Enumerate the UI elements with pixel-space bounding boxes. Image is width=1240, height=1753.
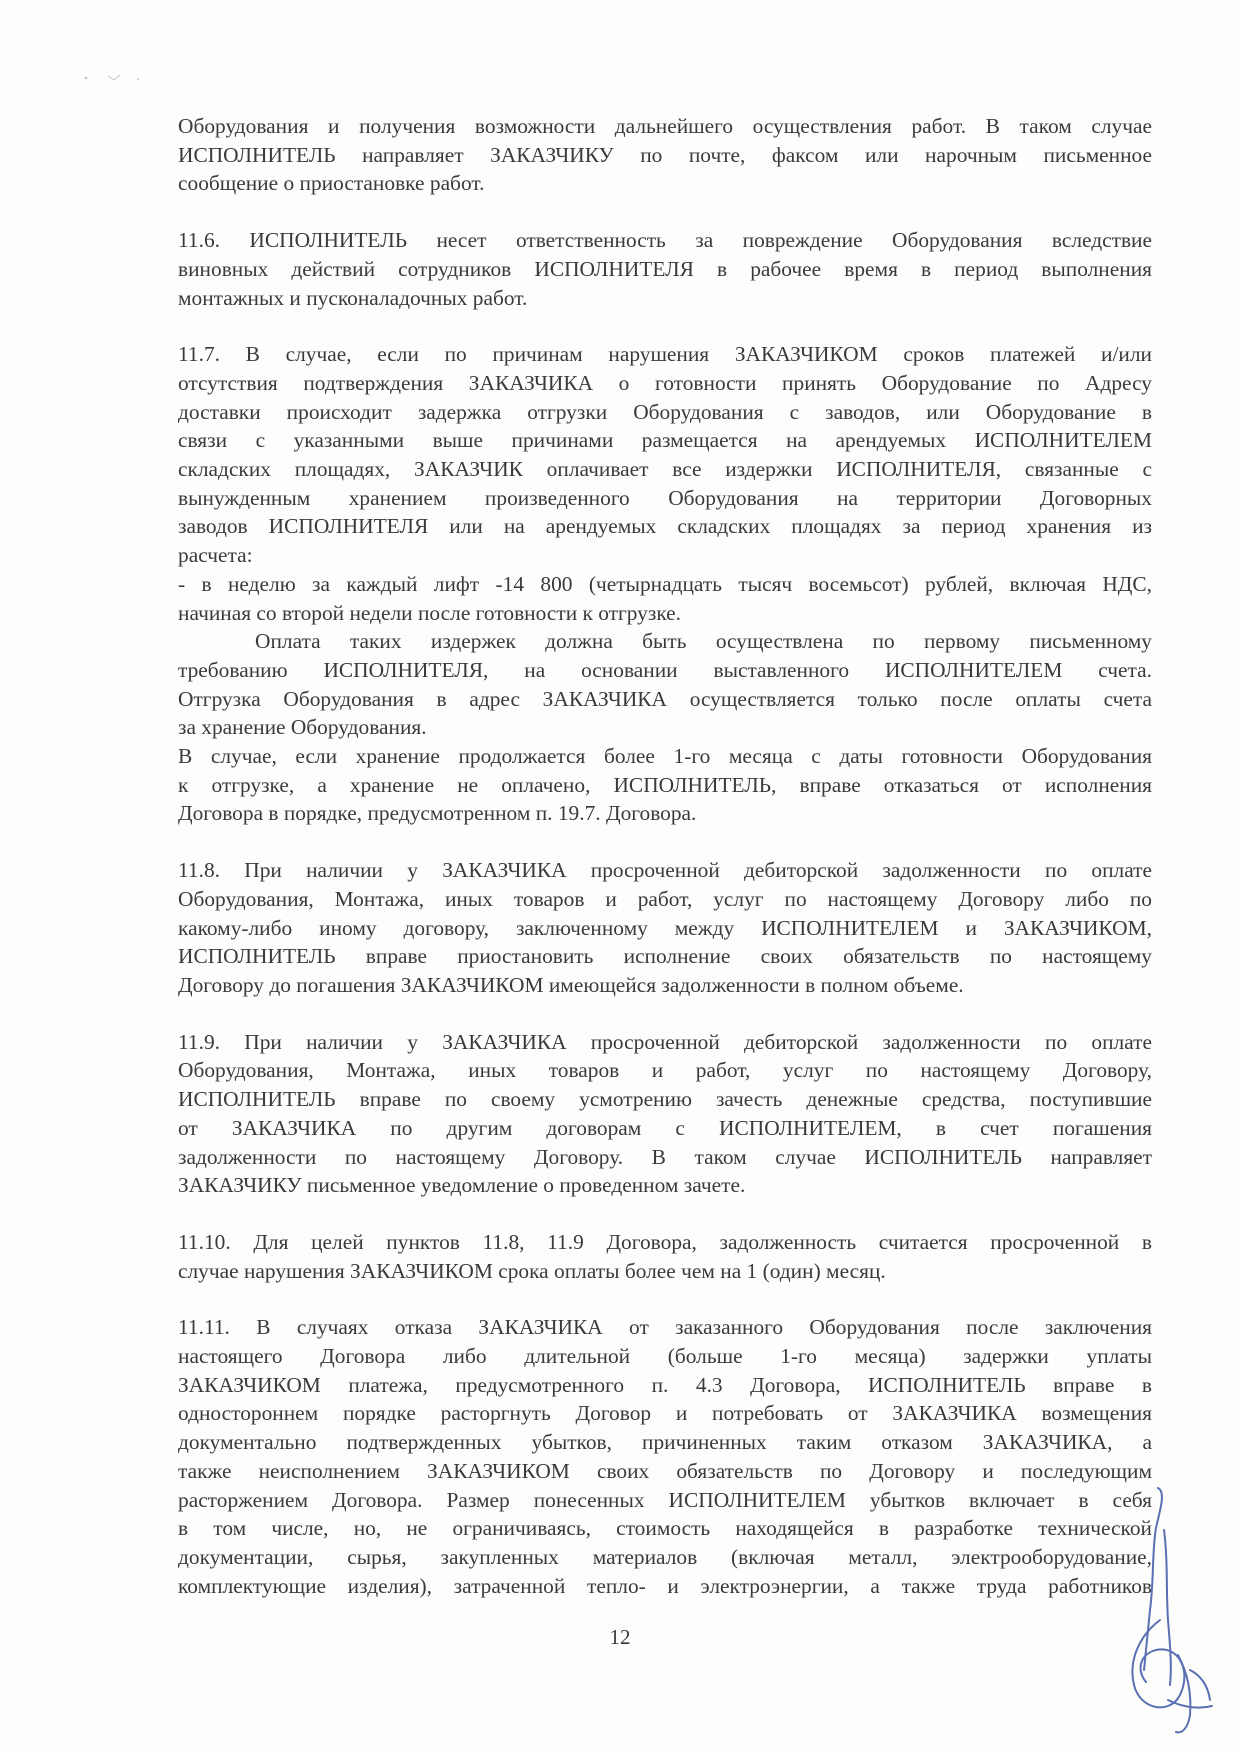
storage-rate-line: - в неделю за каждый лифт -14 800 (четырнадцать тысяч восемьсот) рублей, включая НДС, (178, 571, 1152, 596)
text-line: ЗАКАЗЧИКУ письменное уведомление о проведенном зачете. (178, 1173, 746, 1198)
text-line: к отгрузке, а хранение не оплачено, ИСПОЛНИТЕЛЬ, вправе отказаться от исполнения (178, 772, 1152, 797)
text-line: требованию ИСПОЛНИТЕЛЯ, на основании выставленного ИСПОЛНИТЕЛЕМ счета. (178, 657, 1152, 682)
text-line: Оплата таких издержек должна быть осуществлена по первому письменному (255, 629, 1152, 654)
text-line: расчета: (178, 543, 253, 568)
paragraph-11-9 (178, 1028, 1152, 1200)
text-line: отсутствия подтверждения ЗАКАЗЧИКА о готовности принять Оборудование по Адресу (178, 370, 1152, 395)
paragraph-11-11 (178, 1313, 1152, 1600)
text-line: монтажных и пусконаладочных работ. (178, 285, 528, 310)
scan-artifact-mark (80, 72, 170, 84)
text-line: задолженности по настоящему Договору. В таком случае ИСПОЛНИТЕЛЬ направляет (178, 1144, 1152, 1169)
text-line: в том числе, но, не ограничиваясь, стоимость находящейся в разработке технической (178, 1516, 1152, 1541)
text-line: документально подтвержденных убытков, причиненных таким отказом ЗАКАЗЧИКА, а (178, 1430, 1152, 1455)
text-line: 11.6. ИСПОЛНИТЕЛЬ несет ответственность за повреждение Оборудования вследствие (178, 228, 1152, 253)
text-line: 11.7. В случае, если по причинам нарушения ЗАКАЗЧИКОМ сроков платежей и/или (178, 342, 1152, 367)
text-line: сообщение о приостановке работ. (178, 171, 485, 196)
text-line: складских площадях, ЗАКАЗЧИК оплачивает все издержки ИСПОЛНИТЕЛЯ, связанные с (178, 457, 1152, 482)
paragraph-11-5-continuation (178, 112, 1152, 198)
text-line: доставки происходит задержка отгрузки Оборудования с заводов, или Оборудование в (178, 399, 1152, 424)
text-line: Оборудования, Монтажа, иных товаров и работ, услуг по настоящему Договору либо по (178, 886, 1152, 911)
text-line: за хранение Оборудования. (178, 715, 427, 740)
page-number: 12 (609, 1625, 631, 1649)
text-line: Оборудования, Монтажа, иных товаров и работ, услуг по настоящему Договору, (178, 1058, 1152, 1083)
text-line: Оборудования и получения возможности дальнейшего осуществления работ. В таком случае (178, 114, 1152, 138)
text-line: также неисполнением ЗАКАЗЧИКОМ своих обязательств по Договору и последующим (178, 1458, 1152, 1483)
paragraph-11-10 (178, 1228, 1152, 1285)
text-line: от ЗАКАЗЧИКА по другим договорам с ИСПОЛНИТЕЛЕМ, в счет погашения (178, 1115, 1152, 1140)
text-line: В случае, если хранение продолжается более 1-го месяца с даты готовности Оборудования (178, 744, 1152, 769)
paragraph-11-8 (178, 856, 1152, 1000)
paragraph-11-7 (178, 340, 1152, 828)
text-line: 11.11. В случаях отказа ЗАКАЗЧИКА от заказанного Оборудования после заключения (178, 1315, 1152, 1340)
text-line: Договора в порядке, предусмотренном п. 19.7. Договора. (178, 801, 697, 826)
text-line: 11.9. При наличии у ЗАКАЗЧИКА просроченной дебиторской задолженности по оплате (178, 1029, 1152, 1054)
text-line: виновных действий сотрудников ИСПОЛНИТЕЛЯ в рабочее время в период выполнения (178, 256, 1152, 281)
text-line: ИСПОЛНИТЕЛЬ вправе приостановить исполнение своих обязательств по настоящему (178, 944, 1152, 969)
text-line: заводов ИСПОЛНИТЕЛЯ или на арендуемых складских площадях за период хранения из (178, 514, 1152, 539)
text-line: Отгрузка Оборудования в адрес ЗАКАЗЧИКА осуществляется только после оплаты счета (178, 686, 1152, 711)
text-line: начиная со второй недели после готовности к отгрузке. (178, 600, 682, 625)
text-line: Договору до погашения ЗАКАЗЧИКОМ имеющейся задолженности в полном объеме. (178, 972, 964, 997)
text-line: вынужденным хранением произведенного Оборудования на территории Договорных (178, 485, 1152, 510)
text-line: случае нарушения ЗАКАЗЧИКОМ срока оплаты более чем на 1 (один) месяц. (178, 1258, 886, 1283)
text-line: ЗАКАЗЧИКОМ платежа, предусмотренного п. 4.3 Договора, ИСПОЛНИТЕЛЬ вправе в (178, 1372, 1152, 1397)
document-body (178, 112, 1152, 1628)
text-line: комплектующие изделия), затраченной тепло- и электроэнергии, а также труда работников (178, 1573, 1152, 1598)
text-line: расторжением Договора. Размер понесенных ИСПОЛНИТЕЛЕМ убытков включает в себя (178, 1487, 1152, 1512)
handwritten-signature (1120, 1470, 1230, 1740)
text-line: одностороннем порядке расторгнуть Договор и потребовать от ЗАКАЗЧИКА возмещения (178, 1401, 1152, 1426)
text-line: какому-либо иному договору, заключенному между ИСПОЛНИТЕЛЕМ и ЗАКАЗЧИКОМ, (178, 915, 1152, 940)
text-line: ИСПОЛНИТЕЛЬ вправе по своему усмотрению зачесть денежные средства, поступившие (178, 1087, 1152, 1112)
text-line: ИСПОЛНИТЕЛЬ направляет ЗАКАЗЧИКУ по почте, факсом или нарочным письменное (178, 142, 1152, 167)
text-line: связи с указанными выше причинами размещается на арендуемых ИСПОЛНИТЕЛЕМ (178, 428, 1152, 453)
text-line: 11.8. При наличии у ЗАКАЗЧИКА просроченной дебиторской задолженности по оплате (178, 858, 1152, 883)
paragraph-11-6 (178, 226, 1152, 312)
text-line: документации, сырья, закупленных материалов (включая металл, электрооборудование, (178, 1544, 1152, 1569)
text-line: 11.10. Для целей пунктов 11.8, 11.9 Договора, задолженность считается просроченной в (178, 1229, 1152, 1254)
text-line: настоящего Договора либо длительной (больше 1-го месяца) задержки уплаты (178, 1344, 1152, 1369)
